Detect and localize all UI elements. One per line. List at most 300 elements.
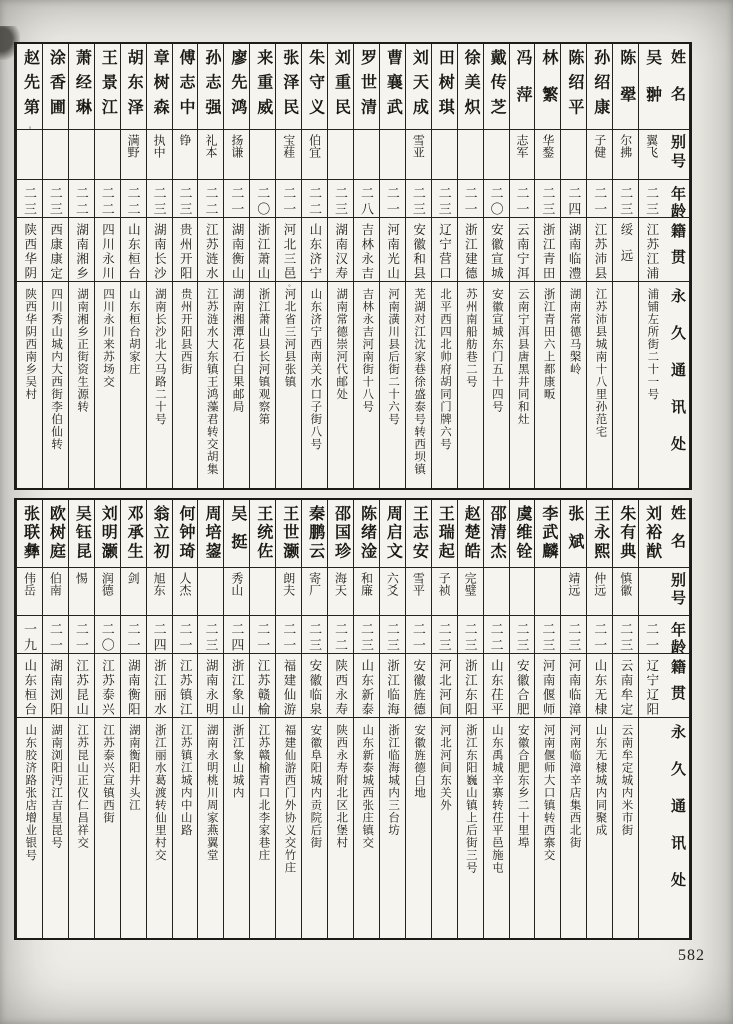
address-cell [198, 718, 223, 938]
native-text: 湖南临澧 [567, 223, 582, 281]
name-cell [458, 44, 483, 130]
byname-text: 六爻 [385, 572, 400, 596]
byname-cell [302, 568, 327, 616]
age-text: 二三 [358, 622, 374, 654]
native-cell [354, 218, 379, 282]
name-text: 虞维铨 [514, 505, 531, 561]
name-text: 孙绍康 [591, 49, 609, 123]
name-cell [510, 500, 535, 568]
address-text: 湖南浏阳沔江吉星昆号 [50, 724, 63, 849]
header-byname-cell [664, 130, 689, 180]
native-text: 湖南衡山 [230, 223, 245, 281]
address-text: 江苏赣榆青口北李家巷庄 [257, 724, 270, 862]
age-text: 二二 [99, 186, 115, 218]
address-cell [535, 718, 560, 938]
age-cell [458, 616, 483, 654]
name-text: 周启文 [384, 505, 402, 561]
address-text: 湖南长沙北大马路二十号 [153, 288, 166, 426]
address-text: 福建仙游西门外协义交竹庄 [283, 724, 296, 874]
header-column [664, 44, 690, 488]
address-text: 安徽旌德白地 [413, 724, 426, 799]
native-cell [95, 218, 120, 282]
byname-cell [535, 568, 560, 616]
byname-cell [510, 130, 535, 180]
byname-text: 伯宜 [307, 134, 322, 158]
age-cell [561, 616, 586, 654]
person-column [275, 500, 301, 938]
native-text: 浙江象山 [230, 659, 245, 717]
native-text: 河南光山 [385, 223, 400, 281]
byname-cell [276, 130, 301, 180]
age-cell [198, 180, 223, 218]
byname-text: 翼飞 [644, 134, 659, 158]
address-cell [406, 282, 431, 488]
native-text: 福建仙游 [281, 659, 296, 717]
byname-text: 寄厂 [307, 572, 322, 596]
native-text: 江苏镇江 [178, 659, 193, 717]
address-text: 陕西永寿附北区北堡村 [335, 724, 348, 849]
native-text: 山东桓台 [126, 223, 141, 281]
native-cell [406, 654, 431, 718]
address-text: 四川永川来苏场交 [102, 288, 114, 388]
native-text: 江苏泰兴 [100, 659, 115, 717]
name-text: 吴挺 [228, 505, 246, 561]
byname-cell [458, 130, 483, 180]
name-text: 邓承生 [125, 505, 143, 561]
address-text: 苏州南船舫巷二号 [464, 288, 477, 388]
age-text: 二三 [618, 186, 634, 218]
native-cell [43, 654, 68, 718]
age-cell [147, 616, 172, 654]
native-cell [147, 654, 172, 718]
person-column [146, 44, 172, 488]
person-column [42, 44, 68, 488]
name-cell [613, 500, 638, 568]
age-text: 二三 [436, 186, 452, 218]
person-column [197, 500, 223, 938]
person-column [327, 44, 353, 488]
native-text: 籍贯 [669, 223, 686, 275]
person-column [405, 500, 431, 938]
byname-cell [276, 568, 301, 616]
name-cell [380, 44, 405, 130]
person-column [249, 44, 275, 488]
native-text: 江苏江浦 [644, 223, 659, 281]
name-text: 章树森 [151, 49, 169, 123]
name-cell [561, 500, 586, 568]
native-text: 山东茌平 [489, 659, 504, 717]
address-text: 永久通讯处 [669, 724, 686, 909]
native-text: 江苏沛县 [593, 223, 608, 281]
native-text: 籍贯 [669, 659, 686, 711]
age-cell [406, 616, 431, 654]
address-cell [147, 282, 172, 488]
person-column [560, 44, 586, 488]
age-text: 二二 [488, 622, 504, 654]
byname-cell [69, 130, 94, 180]
name-cell [484, 500, 509, 568]
native-text: 浙江建德 [463, 223, 478, 281]
age-text: 二三 [410, 186, 426, 218]
name-cell [510, 44, 535, 130]
name-cell [354, 500, 379, 568]
age-cell [250, 180, 275, 218]
address-text: 浙江萧山县长河镇观察第 [257, 288, 270, 426]
age-text: 二三 [203, 622, 219, 654]
address-cell [69, 718, 94, 938]
native-text: 浙江东阳 [463, 659, 478, 717]
name-cell [173, 44, 198, 130]
native-cell [17, 218, 42, 282]
age-cell [561, 180, 586, 218]
address-cell [639, 718, 664, 938]
age-cell [510, 616, 535, 654]
name-text: 邵国珍 [332, 505, 350, 561]
age-cell [535, 180, 560, 218]
name-text: 翁立初 [151, 505, 169, 561]
name-cell [224, 500, 249, 568]
name-cell [69, 44, 94, 130]
address-cell [587, 718, 612, 938]
person-column [146, 500, 172, 938]
address-cell [250, 282, 275, 488]
native-text: 山东新泰 [359, 659, 374, 717]
native-cell [250, 218, 275, 282]
footnote-mark: ◦ [284, 281, 294, 290]
age-cell [484, 180, 509, 218]
age-cell [613, 180, 638, 218]
name-text: 王志安 [410, 505, 428, 561]
native-cell [276, 218, 301, 290]
native-cell [406, 218, 431, 282]
person-column [94, 44, 120, 488]
native-text: 四川永川 [100, 223, 115, 281]
native-cell [587, 654, 612, 718]
native-cell [17, 654, 42, 718]
address-cell [173, 282, 198, 488]
byname-text: 伟岳 [22, 572, 37, 596]
directory-table-bottom [14, 498, 692, 940]
byname-cell [354, 568, 379, 616]
address-text: 浦铺左所街二十一号 [646, 288, 659, 401]
byname-cell [458, 568, 483, 616]
name-cell [639, 44, 664, 130]
native-cell [276, 654, 301, 718]
age-cell [354, 616, 379, 654]
address-text: 江苏涟水大东镇王鸿藻君转交胡集 [205, 288, 218, 476]
native-cell [328, 218, 353, 282]
native-text: 浙江萧山 [256, 223, 271, 281]
native-cell [69, 654, 94, 718]
person-column [68, 500, 94, 938]
byname-cell [432, 568, 457, 616]
address-text: 湖南常德马槃岭 [568, 288, 581, 376]
person-column [560, 500, 586, 938]
address-cell [43, 282, 68, 488]
address-text: 贵州开阳县西街 [179, 288, 192, 376]
native-cell [250, 654, 275, 718]
address-cell [43, 718, 68, 938]
age-text: 二一 [47, 622, 63, 654]
address-cell [458, 282, 483, 488]
byname-cell [224, 568, 249, 616]
person-column [327, 500, 353, 938]
address-text: 山东桓台胡家庄 [127, 288, 140, 376]
address-cell [484, 718, 509, 938]
name-cell [406, 500, 431, 568]
native-cell [561, 654, 586, 718]
address-cell [17, 718, 42, 938]
native-cell [121, 218, 146, 282]
native-cell [639, 654, 664, 718]
byname-cell [613, 568, 638, 616]
address-cell [354, 282, 379, 488]
byname-cell [328, 568, 353, 616]
name-text: 赵楚皓 [462, 505, 480, 561]
byname-text: 雪亚 [411, 134, 426, 158]
address-text: 湖南湘潭花石白果邮局 [231, 288, 244, 413]
byname-cell [121, 130, 146, 180]
byname-cell [406, 568, 431, 616]
byname-cell [43, 568, 68, 616]
native-text: 辽宁营口 [437, 223, 452, 281]
address-text: 河南潢川县后街二十六号 [387, 288, 400, 426]
address-cell [173, 718, 198, 938]
name-cell [198, 44, 223, 130]
person-column [172, 500, 198, 938]
address-text: 陕西华阴西南乡吴村 [24, 288, 37, 401]
name-cell [147, 500, 172, 568]
name-text: 戴传芝 [488, 49, 506, 123]
native-cell [95, 654, 120, 718]
native-text: 陕西华阴 [22, 223, 37, 281]
name-text: 林繁 [539, 49, 557, 123]
name-cell [17, 500, 42, 568]
address-cell [121, 718, 146, 938]
name-cell [250, 44, 275, 130]
byname-text: 慎徽 [618, 572, 633, 596]
name-cell [43, 44, 68, 130]
address-text: 湖南湘乡正街资生源转 [76, 288, 89, 413]
person-column [612, 44, 638, 488]
address-text: 湖南衡阳井头江 [127, 724, 140, 812]
byname-text: 朗夫 [281, 572, 296, 596]
age-text: 二三 [436, 622, 452, 654]
name-text: 吴钰昆 [73, 505, 91, 561]
native-text: 安徽合肥 [515, 659, 530, 717]
byname-cell [561, 130, 586, 180]
age-text: 二三 [540, 622, 556, 654]
age-cell [328, 616, 353, 654]
name-text: 姓名 [669, 49, 686, 123]
native-cell [69, 218, 94, 282]
age-cell [95, 616, 120, 654]
native-cell [198, 218, 223, 282]
byname-cell [328, 130, 353, 180]
byname-cell [484, 568, 509, 616]
byname-text: 别号 [669, 134, 686, 172]
age-text: 二三 [384, 622, 400, 654]
native-cell [380, 654, 405, 718]
person-column [120, 44, 146, 488]
byname-text: 雪平 [411, 572, 426, 596]
name-cell [406, 44, 431, 130]
native-text: 河北三邑◦ [281, 223, 296, 290]
address-text: 浙江象山城内 [231, 724, 244, 799]
name-text: 萧经琳 [73, 49, 91, 123]
address-cell [535, 282, 560, 488]
person-column [223, 44, 249, 488]
native-cell [587, 218, 612, 282]
address-cell [121, 282, 146, 488]
name-cell [276, 500, 301, 568]
name-cell [250, 500, 275, 568]
byname-text: 尔拂 [618, 134, 633, 158]
native-cell [510, 218, 535, 282]
byname-text: 华鍪 [540, 134, 555, 158]
address-text: 山东新泰城西张庄镇交 [361, 724, 374, 849]
address-text: 永久通讯处 [669, 288, 686, 473]
native-cell [224, 218, 249, 282]
person-column [483, 44, 509, 488]
address-cell [276, 282, 301, 488]
name-cell [224, 44, 249, 130]
header-age-cell [664, 180, 689, 218]
byname-cell [535, 130, 560, 180]
person-column [68, 44, 94, 488]
address-cell [380, 718, 405, 938]
byname-cell [250, 568, 275, 616]
byname-cell [121, 568, 146, 616]
person-column [42, 500, 68, 938]
address-cell [250, 718, 275, 938]
native-cell [432, 654, 457, 718]
name-cell [535, 44, 560, 130]
name-text: 朱守义 [306, 49, 324, 123]
person-column [16, 500, 42, 938]
age-text: 二一 [410, 622, 426, 654]
person-column [16, 44, 42, 488]
byname-cell [173, 130, 198, 180]
byname-text: 满野 [126, 134, 141, 158]
age-text: 二三 [566, 622, 582, 654]
byname-text: 惕 [74, 572, 89, 584]
age-text: 二三 [333, 186, 349, 218]
address-text: 吉林永吉河南街十八号 [361, 288, 374, 413]
address-cell [406, 718, 431, 938]
person-column [379, 44, 405, 488]
age-cell [587, 616, 612, 654]
native-text: 河北河间 [437, 659, 452, 717]
directory-table-top [14, 42, 692, 490]
person-column [586, 500, 612, 938]
header-address-cell [664, 282, 689, 488]
address-text: 北平西四北帅府胡同门牌六号 [438, 288, 451, 451]
age-text: 二一 [229, 186, 245, 218]
age-cell [458, 180, 483, 218]
native-cell [224, 654, 249, 718]
name-cell [587, 44, 612, 130]
age-text: 年龄 [669, 622, 686, 656]
name-text: 张联彝 [21, 505, 39, 561]
age-cell [639, 180, 664, 218]
header-native-cell [664, 218, 689, 282]
person-column [638, 500, 664, 938]
native-cell [354, 654, 379, 718]
person-column [534, 44, 560, 488]
native-text: 吉林永吉 [359, 223, 374, 281]
age-cell [302, 616, 327, 654]
native-text: 河南偃师 [541, 659, 556, 717]
name-text: 胡东泽 [125, 49, 143, 123]
name-cell [69, 500, 94, 568]
name-text: 曹襄武 [384, 49, 402, 123]
native-cell [510, 654, 535, 718]
age-text: 二二 [203, 186, 219, 218]
byname-cell [561, 568, 586, 616]
age-cell [95, 180, 120, 218]
native-text: 陕西永寿 [333, 659, 348, 717]
person-column [353, 44, 379, 488]
address-text: 山东禹城辛寨转茌平邑施屯 [490, 724, 503, 874]
address-text: 江苏沛县城南十八里孙范宅 [594, 288, 607, 438]
age-text: 二一 [644, 622, 660, 654]
name-text: 张斌 [565, 505, 583, 561]
name-text: 王永熙 [591, 505, 609, 561]
name-cell [198, 500, 223, 568]
byname-cell [510, 568, 535, 616]
byname-text: 宝蓕 [281, 134, 296, 158]
address-text: 山东济宁西南关水口子街八号 [309, 288, 322, 451]
name-text: 邵清杰 [488, 505, 506, 561]
age-text: 二一 [592, 186, 608, 218]
native-text: 西康康定 [48, 223, 63, 281]
native-text: 辽宁辽阳 [644, 659, 659, 717]
native-cell [198, 654, 223, 718]
native-text: 安徽宣城 [489, 223, 504, 281]
native-text: 江苏涟水 [204, 223, 219, 281]
person-column [612, 500, 638, 938]
address-text: 江苏泰兴宣镇西街 [102, 724, 114, 824]
header-name-cell [664, 500, 689, 568]
native-text: 山东桓台 [22, 659, 37, 717]
native-text: 江苏昆山 [74, 659, 89, 717]
byname-cell [250, 130, 275, 180]
address-cell [613, 718, 638, 938]
address-cell [276, 718, 301, 938]
age-cell [43, 616, 68, 654]
byname-cell [95, 568, 120, 616]
address-text: 河南临漳辛店集西北街 [568, 724, 581, 849]
age-cell [224, 180, 249, 218]
byname-text: 子健 [592, 134, 607, 158]
name-text: 陈绪淦 [358, 505, 376, 561]
name-cell [484, 44, 509, 130]
native-text: 安徽旌德 [411, 659, 426, 717]
age-cell [224, 616, 249, 654]
footnote-mark: ◦ [25, 123, 35, 132]
name-cell [121, 44, 146, 130]
address-cell [510, 282, 535, 488]
byname-text: 伯南 [48, 572, 63, 596]
person-column [638, 44, 664, 488]
header-age-cell [664, 616, 689, 654]
name-text: 朱有典 [617, 505, 635, 561]
native-cell [484, 218, 509, 282]
age-text: 二四 [229, 622, 245, 654]
age-cell [639, 616, 664, 654]
native-cell [458, 218, 483, 282]
